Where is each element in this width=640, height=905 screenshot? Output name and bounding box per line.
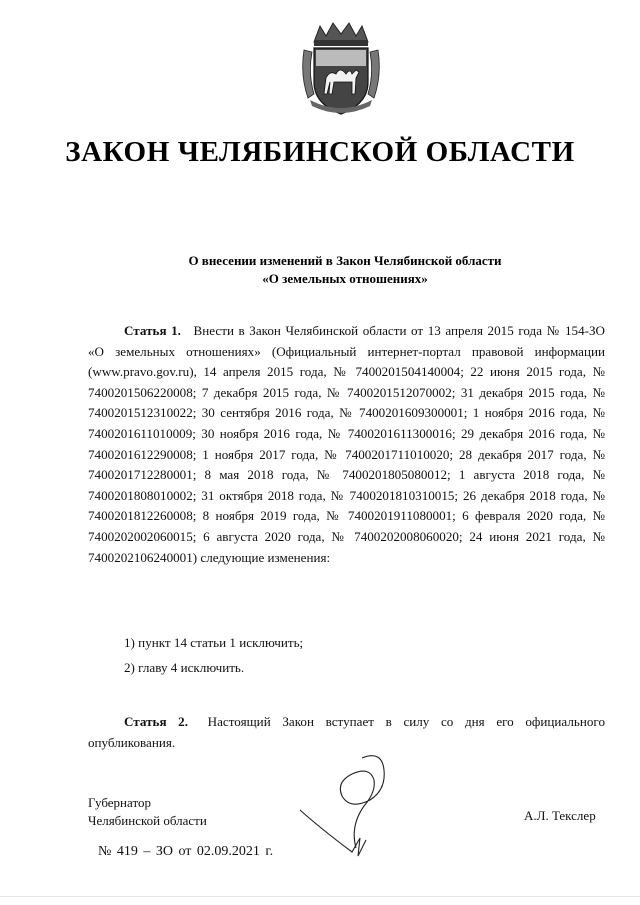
law-subtitle bbox=[0, 252, 640, 288]
governor-name: А.Л. Текслер bbox=[524, 808, 596, 823]
article-2-text: Настоящий Закон вступает в силу со дня его официального опубликования. bbox=[88, 714, 606, 750]
article-1-item-2: 2) главу 4 исключить. bbox=[124, 660, 245, 675]
article-1-item-1: 1) пункт 14 статьи 1 исключить; bbox=[124, 635, 304, 650]
subtitle-line-1: О внесении изменений в Закон Челябинской области bbox=[188, 253, 502, 268]
governor-title bbox=[88, 794, 207, 830]
law-number: № 419 – ЗО от 02.09.2021 г. bbox=[98, 844, 274, 859]
article-2-heading: Статья 2. bbox=[124, 714, 188, 729]
governor-title-line-2: Челябинской области bbox=[88, 813, 207, 828]
article-1-text: Внести в Закон Челябинской области от 13 апреля 2015 года № 154-ЗО «О земельных отношениях» (Официальный интернет-портал правовой информации (www.pravo.gov.ru), 14 апреля 2015 года, № 7400201504140004; 22 июня 2015 года, № 7400201506220008; 7 декабря 2015 года, № 7400201512070002; 31 декабря 2015 года, № 7400201512310022; 30 сентября 2016 года, № 7400201609300001; 1 ноября 2016 года, № 7400201611010009; 30 ноября 2016 года, № 7400201611300016; 29 декабря 2016 года, № 7400201612290008; 1 ноября 2017 года, № 7400201711010020; 28 декабря 2017 года, № 7400201712280001; 8 мая 2018 года, № 7400201805080012; 1 августа 2018 года, № 7400201808010002; 31 октября 2018 года, № 7400201810310015; 26 декабря 2018 года, № 7400201812260008; 8 ноября 2019 года, № 7400201911080001; 6 февраля 2020 года, № 7400202002060015; 6 августа 2020 года, № 7400202008060020; 24 июня 2021 года, № 7400202106240001) следующие изменения: bbox=[88, 323, 605, 565]
law-title: ЗАКОН ЧЕЛЯБИНСКОЙ ОБЛАСТИ bbox=[65, 136, 575, 168]
article-1-heading: Статья 1. bbox=[124, 323, 181, 338]
article-2 bbox=[88, 712, 605, 753]
chelyabinsk-coat-of-arms-icon bbox=[300, 20, 382, 118]
article-1 bbox=[88, 321, 605, 568]
page-divider bbox=[0, 896, 640, 897]
governor-title-line-1: Губернатор bbox=[88, 795, 151, 810]
governor-signature bbox=[290, 748, 390, 860]
subtitle-line-2: «О земельных отношениях» bbox=[262, 271, 428, 286]
